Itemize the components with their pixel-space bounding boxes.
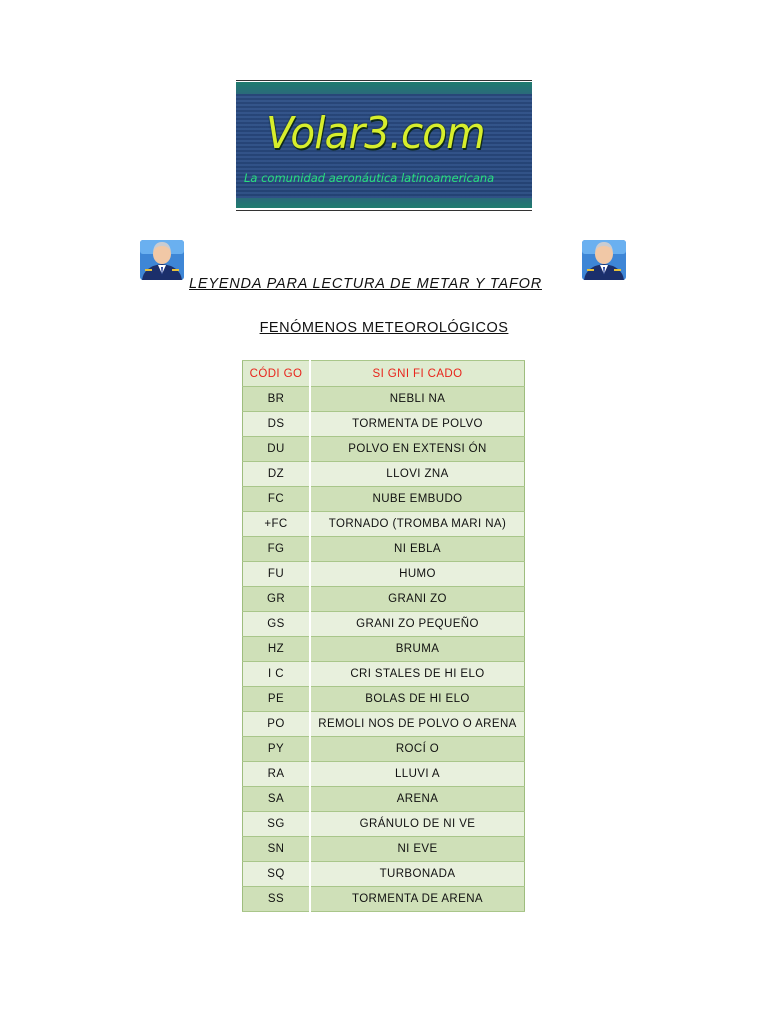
meaning-cell: REMOLI NOS DE POLVO O ARENA <box>310 712 525 737</box>
meaning-cell: GRÁNULO DE NI VE <box>310 812 525 837</box>
table-row <box>243 437 525 462</box>
pilot-avatar-icon <box>136 234 188 286</box>
table-row <box>243 812 525 837</box>
table-row <box>243 687 525 712</box>
code-cell: RA <box>243 762 311 787</box>
code-cell: SS <box>243 887 311 912</box>
table-row <box>243 737 525 762</box>
meaning-cell: LLOVI ZNA <box>310 462 525 487</box>
meaning-cell: TURBONADA <box>310 862 525 887</box>
meaning-cell: ROCÍ O <box>310 737 525 762</box>
table-row <box>243 862 525 887</box>
code-cell: SN <box>243 837 311 862</box>
meaning-cell: BRUMA <box>310 637 525 662</box>
banner-logo <box>236 82 532 208</box>
page-title: LEYENDA PARA LECTURA DE METAR Y TAFOR <box>189 276 542 292</box>
meaning-cell: POLVO EN EXTENSI ÓN <box>310 437 525 462</box>
table-row <box>243 637 525 662</box>
meaning-cell: TORMENTA DE ARENA <box>310 887 525 912</box>
code-cell: GS <box>243 612 311 637</box>
table-header-row <box>243 361 525 387</box>
code-cell: PO <box>243 712 311 737</box>
banner-top-rule <box>236 80 532 81</box>
column-header-meaning: SI GNI FI CADO <box>310 361 525 387</box>
meaning-cell: TORNADO (TROMBA MARI NA) <box>310 512 525 537</box>
meaning-cell: HUMO <box>310 562 525 587</box>
code-cell: HZ <box>243 637 311 662</box>
meaning-cell: LLUVI A <box>310 762 525 787</box>
code-cell: +FC <box>243 512 311 537</box>
meaning-cell: GRANI ZO <box>310 587 525 612</box>
table-row <box>243 787 525 812</box>
meaning-cell: NI EVE <box>310 837 525 862</box>
code-cell: FG <box>243 537 311 562</box>
site-banner <box>236 80 532 211</box>
meaning-cell: BOLAS DE HI ELO <box>310 687 525 712</box>
table-row <box>243 412 525 437</box>
code-cell: GR <box>243 587 311 612</box>
table-row <box>243 712 525 737</box>
meaning-cell: ARENA <box>310 787 525 812</box>
table-row <box>243 762 525 787</box>
table-body <box>243 361 525 912</box>
code-cell: PY <box>243 737 311 762</box>
table-row <box>243 612 525 637</box>
banner-subtitle: La comunidad aeronáutica latinoamericana <box>244 171 495 185</box>
code-cell: FC <box>243 487 311 512</box>
table-row <box>243 837 525 862</box>
code-cell: DS <box>243 412 311 437</box>
table-row <box>243 487 525 512</box>
section-subtitle: FENÓMENOS METEOROLÓGICOS <box>259 320 509 336</box>
table-row <box>243 562 525 587</box>
code-cell: DU <box>243 437 311 462</box>
banner-title: Volar3.com <box>266 108 485 159</box>
code-cell: PE <box>243 687 311 712</box>
code-cell: SG <box>243 812 311 837</box>
meaning-cell: NI EBLA <box>310 537 525 562</box>
table-row <box>243 537 525 562</box>
code-cell: SQ <box>243 862 311 887</box>
code-cell: FU <box>243 562 311 587</box>
table-row <box>243 887 525 912</box>
code-cell: DZ <box>243 462 311 487</box>
meaning-cell: GRANI ZO PEQUEÑO <box>310 612 525 637</box>
meaning-cell: NUBE EMBUDO <box>310 487 525 512</box>
table-row <box>243 387 525 412</box>
meaning-cell: CRI STALES DE HI ELO <box>310 662 525 687</box>
meaning-cell: NEBLI NA <box>310 387 525 412</box>
column-header-code: CÓDI GO <box>243 361 311 387</box>
table-row <box>243 587 525 612</box>
meaning-cell: TORMENTA DE POLVO <box>310 412 525 437</box>
code-cell: SA <box>243 787 311 812</box>
metar-codes-table <box>242 360 525 912</box>
table-row <box>243 512 525 537</box>
code-cell: I C <box>243 662 311 687</box>
table-row <box>243 662 525 687</box>
table-row <box>243 462 525 487</box>
pilot-avatar-icon <box>578 234 630 286</box>
code-cell: BR <box>243 387 311 412</box>
banner-bottom-rule <box>236 210 532 211</box>
